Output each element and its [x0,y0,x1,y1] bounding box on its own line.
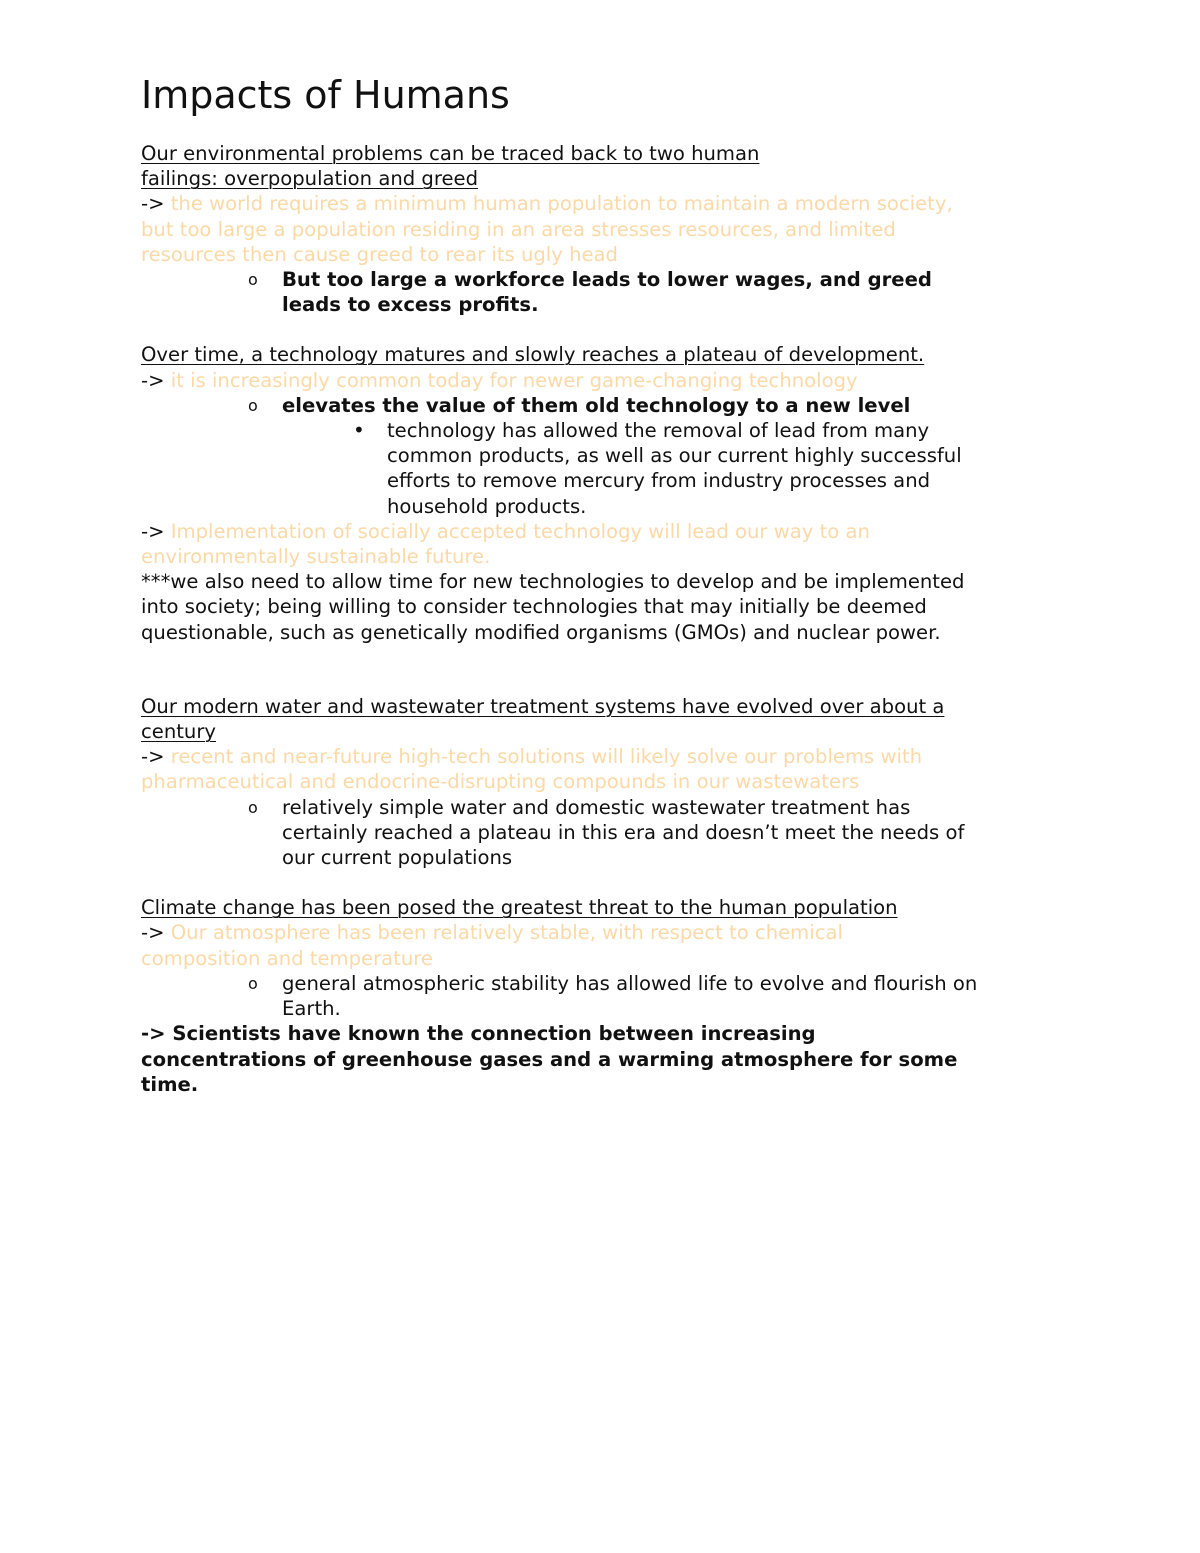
spacer [141,645,1061,694]
highlighted-text: Our atmosphere has been relatively stable, with respect to chemical [170,921,843,945]
document-body [141,141,1061,1097]
sub-item [141,971,1061,1021]
section-heading: century [141,720,216,744]
highlighted-text: recent and near-future high-tech solutions will likely solve our problems with [170,745,923,769]
sub-item [141,267,1061,317]
sub-item-text: certainly reached a plateau in this era and doesn’t meet the needs of [282,820,965,844]
bullet-dot-icon: • [353,418,365,443]
arrow-note [141,744,1061,769]
circle-bullet-icon: o [248,395,258,415]
bullet-item-text: efforts to remove mercury from industry processes and [387,469,931,493]
sub-item-text: relatively simple water and domestic wastewater treatment has [282,795,911,819]
section-overpopulation [141,141,1061,317]
sub-item-text: elevates the value of them old technology to a new level [282,393,911,417]
bullet-item [141,418,1061,519]
sub-item-text: general atmospheric stability has allowed life to evolve and flourish on [282,971,978,995]
arrow-marker: -> [141,921,165,945]
bold-note: time. [141,1072,199,1096]
highlighted-text: composition and temperature [141,946,433,970]
bullet-item-text: technology has allowed the removal of lead from many [387,419,930,443]
circle-bullet-icon: o [248,973,258,993]
sub-item-text: our current populations [282,846,513,870]
circle-bullet-icon: o [248,797,258,817]
star-note: into society; being willing to consider technologies that may initially be deemed [141,595,927,619]
sub-item-text: But too large a workforce leads to lower wages, and greed [282,268,932,292]
sub-item [141,795,1061,871]
arrow-marker: -> [141,192,165,216]
bold-note: concentrations of greenhouse gases and a warming atmosphere for some [141,1047,958,1071]
section-heading: Climate change has been posed the greatest threat to the human population [141,896,898,920]
section-heading: Our modern water and wastewater treatment systems have evolved over about a [141,694,945,718]
sub-item-text: Earth. [282,997,341,1021]
highlighted-text: resources then cause greed to rear its ugly head [141,242,618,266]
page-title: Impacts of Humans [141,73,510,117]
highlighted-text: pharmaceutical and endocrine-disrupting compounds in our wastewaters [141,770,860,794]
highlighted-text: the world requires a minimum human population to maintain a modern society, [170,192,953,216]
section-water-treatment [141,694,1061,870]
highlighted-text: Implementation of socially accepted technology will lead our way to an [170,519,870,543]
arrow-note [141,191,1061,216]
spacer [141,317,1061,342]
arrow-note [141,519,1061,544]
section-heading: failings: overpopulation and greed [141,167,479,191]
spacer [141,870,1061,895]
bullet-item-text: household products. [387,494,587,518]
section-heading: Our environmental problems can be traced back to two human [141,142,760,165]
circle-bullet-icon: o [248,270,258,290]
arrow-marker: -> [141,368,165,392]
sub-item-text: leads to excess profits. [282,293,539,317]
highlighted-text: environmentally sustainable future. [141,545,491,569]
star-note: questionable, such as genetically modified organisms (GMOs) and nuclear power. [141,620,941,644]
bold-note: -> Scientists have known the connection between increasing [141,1022,816,1046]
highlighted-text: it is increasingly common today for newer game-changing technology [170,368,858,392]
arrow-note [141,920,1061,945]
section-technology [141,342,1061,644]
highlighted-text: but too large a population residing in an area stresses resources, and limited [141,217,896,241]
bullet-item-text: common products, as well as our current highly successful [387,444,962,468]
arrow-marker: -> [141,745,165,769]
sub-item [141,393,1061,418]
arrow-note [141,368,1061,393]
section-heading: Over time, a technology matures and slowly reaches a plateau of development. [141,343,925,367]
arrow-marker: -> [141,519,165,543]
star-note: ***we also need to allow time for new technologies to develop and be implemented [141,570,965,594]
section-climate-change [141,895,1061,1097]
